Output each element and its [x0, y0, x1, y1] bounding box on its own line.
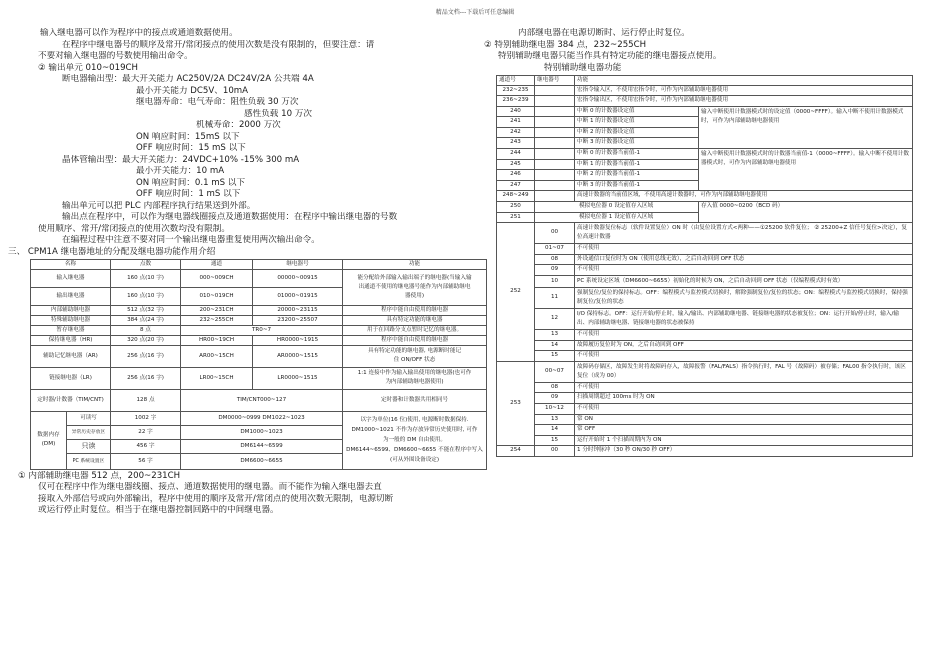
table-row	[497, 106, 913, 117]
cell: 256 点(16 字)	[111, 367, 181, 389]
cell: 456 字	[111, 439, 181, 453]
table-row	[497, 425, 913, 436]
cell: PC 系统设置区	[67, 453, 111, 469]
internal-text-2: 接取入外部信号或向外部输出，程序中使用的顺序及常开/常闭点的使用次数无限制，电源切断	[38, 493, 394, 504]
cell: 模拟电位器 1 设定值存入区域	[535, 212, 699, 223]
cell: 15	[535, 435, 575, 446]
table-row	[31, 411, 487, 425]
cell: DM1000~1023	[181, 425, 343, 439]
cell: 程序中能自由使用的继电器	[343, 335, 487, 345]
cell: 243	[497, 138, 535, 149]
cell: 宏指令输入区，不使用宏指令时，可作为内部辅助继电器使用	[575, 85, 913, 96]
relay-life-mech: 机械寿命：2000 万次	[196, 120, 281, 130]
note-3: 使用顺序、常开/常闭接点的使用次数均没有限制。	[38, 223, 230, 234]
relay-line-1	[38, 74, 486, 86]
relay-address-table	[30, 259, 487, 470]
table-row	[497, 202, 913, 213]
cell: 236~239	[497, 96, 535, 107]
cell: 强制复位/复位的保持标志。OFF：编程模式与监控模式切换时，解除强制复位/复位的状态；ON：编程模式与监控模式切换时，保持强制复位/复位的状态	[575, 288, 913, 309]
cell: 12	[535, 309, 575, 330]
cell: 14	[535, 425, 575, 436]
relay-on-resp: ON 响应时间：15mS 以下	[136, 131, 240, 142]
intro-line-1: 输入继电器可以作为程序中的接点或通道数据使用。	[40, 28, 238, 38]
output-title: ② 输出单元 010~019CH	[38, 62, 139, 73]
cell: 128 点	[111, 389, 181, 411]
table-row	[497, 265, 913, 276]
cell: TR0~7	[181, 325, 343, 335]
table-header-row	[497, 75, 913, 85]
cell: 160 点(10 字)	[111, 269, 181, 287]
relay-label: 断电器输出型：	[62, 74, 123, 84]
cell: AR0000~1515	[253, 345, 343, 367]
cell: 13	[535, 414, 575, 425]
cell: 扫描周期超过 100ms 时为 ON	[575, 393, 913, 404]
cell: 22 字	[111, 425, 181, 439]
special-relay-title: ② 特别辅助继电器 384 点，232~255CH	[484, 39, 647, 50]
table-row	[497, 96, 913, 107]
cell: 暂存继电器	[31, 325, 111, 335]
cell: 56 字	[111, 453, 181, 469]
cell: 14	[535, 340, 575, 351]
cell: 宏指令输出区，不使用宏指令时，可作为内部辅助继电器使用	[575, 96, 913, 107]
cell-dm-name: 数据内存(DM)	[31, 411, 67, 469]
th-name: 名称	[31, 259, 111, 269]
cell-channel-253: 253	[497, 361, 535, 446]
cell: 中断 3 的计数器当前值-1	[575, 180, 699, 191]
cell: 256 点(16 字)	[111, 345, 181, 367]
note-1: 输出单元可以把 PLC 内部程序执行结果送到外部。	[62, 200, 256, 211]
cell	[343, 345, 487, 367]
relay-life-elec: 继电器寿命：电气寿命：阻性负载 30 万次	[136, 97, 299, 107]
table-row	[497, 244, 913, 255]
cell: 定时器/计数器（TIM/CNT)	[31, 389, 111, 411]
transistor-max: 最大开关能力：24VDC+10% -15% 300 mA	[122, 154, 300, 165]
cell: 250	[497, 202, 535, 213]
table-row	[31, 335, 487, 345]
th-channel: 通道	[181, 259, 253, 269]
table-row	[497, 330, 913, 341]
cell: 模拟电位器 0 设定值存入区域	[535, 202, 699, 213]
cell: 辅助记忆继电器（AR)	[31, 345, 111, 367]
cell: 内部辅助继电器	[31, 305, 111, 315]
table-row	[497, 191, 913, 202]
right-column	[484, 28, 914, 457]
cell: 可读写	[67, 411, 111, 425]
table-row	[497, 382, 913, 393]
cell: 08	[535, 254, 575, 265]
cell: 01000~01915	[253, 287, 343, 305]
special-relay-table	[496, 75, 913, 457]
transistor-off-resp: OFF 响应时间：1 mS 以下	[136, 189, 241, 199]
page-header: 精品文档---下载后可任意编辑	[435, 9, 515, 16]
cell: 1002 字	[111, 411, 181, 425]
cell: 00000~00915	[253, 269, 343, 287]
cell-text: 以字为单位(16 位)使用, 电源断时数据保持.	[360, 417, 469, 423]
cell: 外设通信口复位时为 ON（使用总线无效），之后自动回到 OFF 状态	[575, 254, 913, 265]
cell: 故障履历复位时为 ON，之后自动回到 OFF	[575, 340, 913, 351]
cell: LR00~15CH	[181, 367, 253, 389]
cell-text: DM6144~6599、DM6600~6655 不能在程序中写入	[346, 447, 483, 453]
table-row	[497, 446, 913, 457]
cell: 20000~23115	[253, 305, 343, 315]
table-row	[497, 361, 913, 382]
internal-relay-title: ① 内部辅助继电器 512 点，200~231CH	[18, 470, 181, 481]
cell: 000~009CH	[181, 269, 253, 287]
cell: 中断 0 的计数器当前值-1	[575, 149, 699, 160]
cell-text: 具有特定功能的继电器, 电源断时能记	[367, 348, 462, 354]
cell: HR0000~1915	[253, 335, 343, 345]
table-row	[31, 367, 487, 389]
table-header-row	[31, 259, 487, 269]
cell-io-function	[343, 269, 487, 305]
cell: 00	[535, 223, 575, 244]
table-row	[497, 149, 913, 160]
table-row	[497, 288, 913, 309]
cell	[535, 85, 575, 96]
table-row	[497, 351, 913, 362]
special-relay-text: 特别辅助继电器只能当作具有特定功能的继电器接点使用。	[498, 51, 722, 61]
cell: 常 ON	[575, 414, 913, 425]
table-row	[31, 305, 487, 315]
cell: 200~231CH	[181, 305, 253, 315]
table-row	[497, 276, 913, 288]
cell: 8 点	[111, 325, 181, 335]
cell-text: 为一般的 DM 自由使用。	[382, 437, 447, 443]
cell: PC 系统设定区域（DM6600~6655）初始化的时候为 ON，之后自动回到 OFF 状态（仅编程模式时有效）	[575, 276, 913, 288]
cell: 245	[497, 159, 535, 170]
cell: 00	[535, 446, 575, 457]
cell-text: 能分配给外部输入输出端子的继电器(当输入输	[357, 274, 472, 281]
cell: 254	[497, 446, 535, 457]
cell: 不可使用	[575, 244, 913, 255]
cell	[343, 367, 487, 389]
cell: HR00~19CH	[181, 335, 253, 345]
cell	[535, 191, 575, 202]
cell-text: 1:1 连接中作为输入输出使用的继电器(也可作	[357, 370, 472, 376]
cell: 248~249	[497, 191, 535, 202]
relay-min: 最小开关能力 DC5V、10mA	[136, 85, 249, 96]
cell: 不可使用	[575, 351, 913, 362]
cell: 10~12	[535, 403, 575, 414]
cell-set-note: 输入中断使用计数器模式时的设定值（0000~FFFF）。输入中断不使用计数器模式时，可作为内部辅助继电器使用	[699, 106, 913, 148]
table-row	[497, 393, 913, 404]
cell: 中断 2 的计数器设定值	[575, 127, 699, 138]
cell: 链接继电器（LR)	[31, 367, 111, 389]
cell: 常 OFF	[575, 425, 913, 436]
cell: 01~07	[535, 244, 575, 255]
cell-r250-note: 存入值 0000~0200（BCD 码）	[699, 202, 913, 223]
cell: 运行开始时 1 个扫描周期内为 ON	[575, 435, 913, 446]
special-table-caption: 特别辅助继电器功能	[544, 62, 622, 73]
table-row	[497, 340, 913, 351]
cell: 具有特定功能的继电器	[343, 315, 487, 325]
cell: 故障码存储区，故障发生时将故障码存入，故障报警（FAL/FALS）指令执行时，FAL 号（故障码）被存储；FAL00 指令执行时，该区复位（成为 00）	[575, 361, 913, 382]
cell: 异常历史存放区	[67, 425, 111, 439]
cell: 输出继电器	[31, 287, 111, 305]
cell-text: 出通道不使用的继电器号能作为内部辅助继电	[358, 283, 471, 290]
th-function: 功能	[343, 259, 487, 269]
left-column	[8, 28, 486, 517]
cell: 241	[497, 117, 535, 128]
cell: 00~07	[535, 361, 575, 382]
note-2: 输出点在程序中，可以作为继电器线圈接点及通道数据使用：在程序中输出继电器的号数	[62, 212, 398, 222]
transistor-line-1	[38, 155, 486, 167]
cell: 不可使用	[575, 330, 913, 341]
cell: 242	[497, 127, 535, 138]
cell: 程序中能自由使用的继电器	[343, 305, 487, 315]
transistor-label: 晶体管输出型：	[62, 154, 123, 165]
cell-text: 器使用)	[405, 292, 424, 299]
cell: I/O 保持标志。OFF：运行开始/停止时，输入/输出、内部辅助继电器、链接继电器的状态被复位；ON：运行开始/停止时，输入/输出、内部辅助继电器、链接继电器的状态被保持	[575, 309, 913, 330]
table-row	[31, 325, 487, 335]
cell: 保持继电器（HR)	[31, 335, 111, 345]
table-row	[497, 435, 913, 446]
right-intro: 内部继电器在电源切断时、运行停止时复位。	[518, 28, 690, 38]
cell: 320 点(20 字)	[111, 335, 181, 345]
cell: 中断 0 的计数器设定值	[575, 106, 699, 117]
cell: 定时器和计数器共用相同号	[343, 389, 487, 411]
cell: 1 分时钟脉冲（30 秒 ON/30 秒 OFF）	[575, 446, 913, 457]
cell: 246	[497, 170, 535, 181]
internal-text-1: 仅可在程序中作为继电器线圈、接点、通道数据使用的继电器。而不能作为输入继电器去直	[38, 482, 382, 492]
cell: LR0000~1515	[253, 367, 343, 389]
table-row	[31, 389, 487, 411]
cell: 09	[535, 393, 575, 404]
cell-text: DM1000~1021 不作为存放异常历史使用时, 可作	[351, 427, 478, 433]
table-row	[31, 315, 487, 325]
cell: 010~019CH	[181, 287, 253, 305]
th-relay-no: 继电器号	[253, 259, 343, 269]
cell: 13	[535, 330, 575, 341]
cell: 160 点(10 字)	[111, 287, 181, 305]
cell-dm-function	[343, 411, 487, 469]
th-function: 功能	[575, 75, 913, 85]
cell: 09	[535, 265, 575, 276]
cell: 512 点(32 字)	[111, 305, 181, 315]
cell: 用于在回路分支点暂时记忆的继电器。	[343, 325, 487, 335]
cell: 11	[535, 288, 575, 309]
cell: AR00~15CH	[181, 345, 253, 367]
cell: 输入继电器	[31, 269, 111, 287]
transistor-min: 最小开关能力：10 mA	[136, 166, 225, 176]
cell-channel-252: 252	[497, 223, 535, 362]
cell: 384 点(24 字)	[111, 315, 181, 325]
cell: 中断 3 的计数器设定值	[575, 138, 699, 149]
table-row	[31, 345, 487, 367]
cell: 10	[535, 276, 575, 288]
relay-max: 最大开关能力 AC250V/2A DC24V/2A 公共端 4A	[122, 74, 314, 84]
cell-text: 住 ON/OFF 状态	[393, 357, 436, 363]
cell	[535, 96, 575, 107]
th-channel: 通道号	[497, 75, 535, 85]
cell: 15	[535, 351, 575, 362]
cell: 244	[497, 149, 535, 160]
relay-life-induct: 感性负载 10 万次	[244, 108, 312, 119]
cell: 中断 2 的计数器当前值-1	[575, 170, 699, 181]
section-3-title: 三、 CPM1A 继电器地址的分配及继电器功能作用介绍	[8, 246, 216, 257]
cell: 247	[497, 180, 535, 191]
cell: 高速计数器复位标志（软件设置复位）ON 时（由复位设置方式<两种——①25200 软件复位； ② 25200+Z 信任号复位>决定），复位高速计数器	[575, 223, 913, 244]
cell: 不可使用	[575, 265, 913, 276]
cell: 只读	[67, 439, 111, 453]
cell: DM0000~0999 DM1022~1023	[181, 411, 343, 425]
intro-line-2: 在程序中继电器号的顺序及常开/常闭接点的使用次数是没有限制的，但要注意：请	[62, 39, 375, 50]
intro-line-3: 不要对输入继电器的号数使用输出命令。	[38, 51, 193, 61]
table-row	[497, 85, 913, 96]
cell: 240	[497, 106, 535, 117]
cell: 中断 1 的计数器设定值	[575, 117, 699, 128]
cell: 特殊辅助继电器	[31, 315, 111, 325]
cell: DM6600~6655	[181, 453, 343, 469]
cell: 08	[535, 382, 575, 393]
internal-text-3: 或运行停止时复位。相当于在继电器控制回路中的中间继电器。	[38, 505, 279, 515]
cell-text: 为内部辅助继电器使用)	[385, 379, 444, 385]
th-relay-no: 继电器号	[535, 75, 575, 85]
table-row	[497, 223, 913, 244]
cell: 232~255CH	[181, 315, 253, 325]
table-row	[497, 403, 913, 414]
table-row	[31, 269, 487, 287]
cell: 不可使用	[575, 403, 913, 414]
cell: 中断 1 的计数器当前值-1	[575, 159, 699, 170]
cell: 高速计数器的当前值区域，不使用高速计数器时，可作为内部辅助继电器使用	[575, 191, 913, 202]
cell: 232~235	[497, 85, 535, 96]
cell-cur-note: 输入中断使用计数器模式时的计数器当前值-1（0000~FFFF）。输入中断不使用计数器模式时，可作为内部辅助继电器使用	[699, 149, 913, 191]
cell: 23200~25507	[253, 315, 343, 325]
th-points: 点数	[111, 259, 181, 269]
cell: TIM/CNT000~127	[181, 389, 343, 411]
transistor-on-resp: ON 响应时间：0.1 mS 以下	[136, 177, 246, 188]
table-row	[497, 254, 913, 265]
cell: 不可使用	[575, 382, 913, 393]
table-row	[497, 414, 913, 425]
relay-off-resp: OFF 响应时间：15 mS 以下	[136, 143, 246, 153]
cell: DM6144~6599	[181, 439, 343, 453]
cell-text: (可从外围设备设定)	[389, 457, 440, 463]
note-4: 在编程过程中注意不要对同一个输出继电器重复使用两次输出命令。	[62, 235, 320, 245]
cell: 251	[497, 212, 535, 223]
table-row	[497, 309, 913, 330]
